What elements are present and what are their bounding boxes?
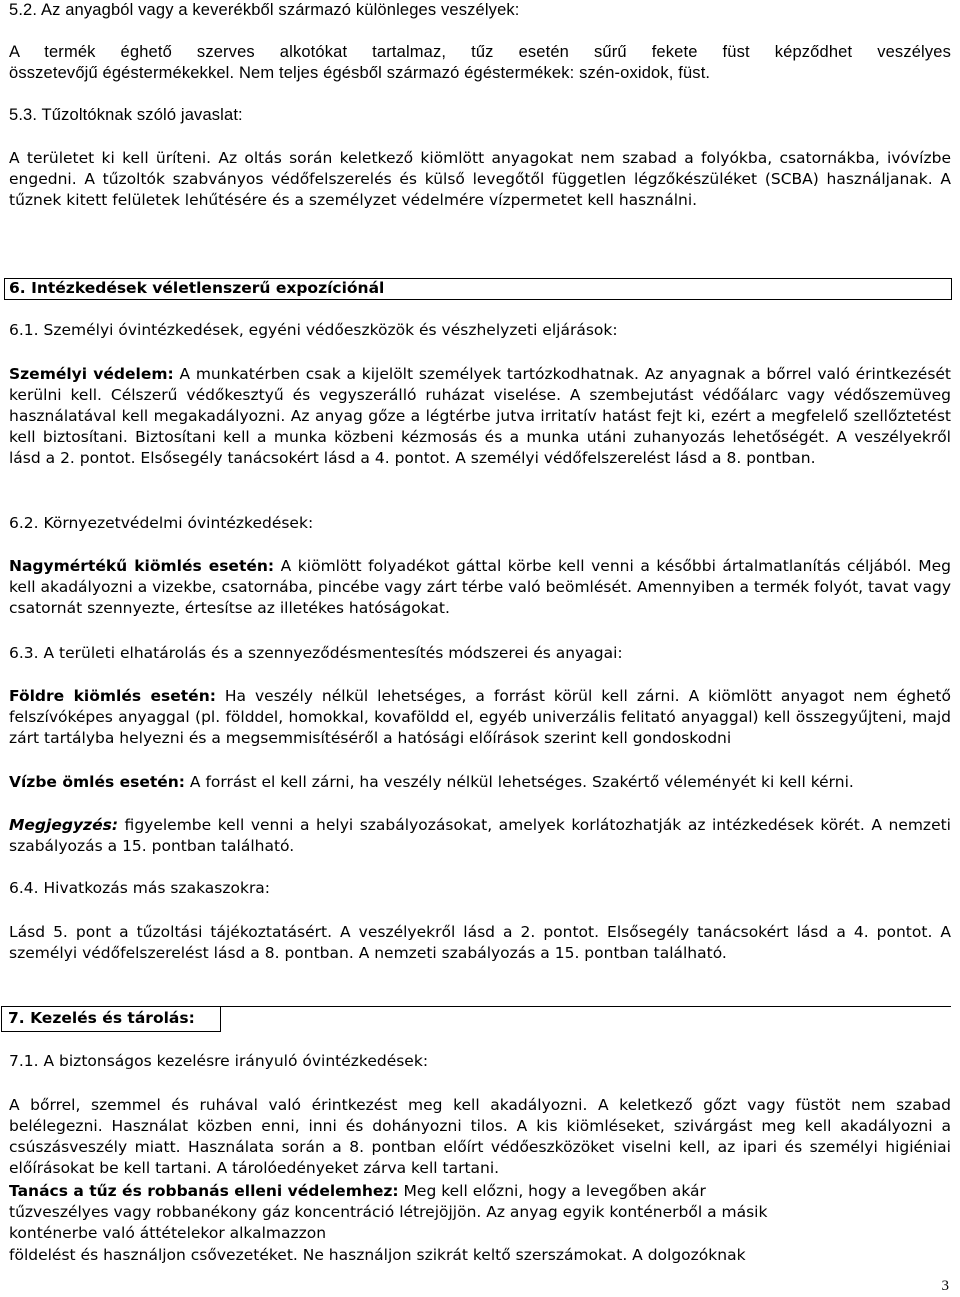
section-7-1-label: Tanács a tűz és robbanás elleni védelemhez: <box>9 1182 399 1200</box>
section-7-1-advice-text-1: Meg kell előzni, hogy a levegőben akár <box>398 1182 706 1200</box>
section-6-2-heading: 6.2. Környezetvédelmi óvintézkedések: <box>9 514 314 532</box>
section-6-3-label-2: Vízbe ömlés esetén: <box>9 773 185 791</box>
section-6-2-paragraph <box>9 556 951 619</box>
section-6-3-text-3: figyelembe kell venni a helyi szabályozásokat, amelyek korlátozhatják az intézkedések körét. A nemzeti szabályozás a 15. pontban található. <box>9 816 951 855</box>
section-7-heading-box <box>1 1006 221 1032</box>
section-6-3-paragraph-1 <box>9 686 951 749</box>
section-6-3-paragraph-3 <box>9 815 951 857</box>
section-7-1-heading: 7.1. A biztonságos kezelésre irányuló óvintézkedések: <box>9 1052 429 1070</box>
section-6-1-text: A munkatérben csak a kijelölt személyek tartózkodhatnak. Az anyagnak a bőrrel való érintkezését kerülni kell. Célszerű védőkesztyű és vegyszerálló ruházat viselése. A szembejutást védőálarc vagy védőszemüveg használatával kell megakadályozni. Az anyag gőze a légtérbe jutva irritatív hatást fejt ki, ezért a megfelelő szellőztetést kell biztosítani. Biztosítani kell a munka közbeni kézmosás és a munka utáni zuhanyozás lehetőségét. A veszélyekről lásd a 2. pontot. Elsősegély tanácsokért lásd a 4. pontot. A személyi védőfelszerelést lásd a 8. pontban. <box>9 365 952 467</box>
section-6-1-heading: 6.1. Személyi óvintézkedések, egyéni védőeszközök és vészhelyzeti eljárások: <box>9 321 618 339</box>
section-7-heading: 7. Kezelés és tárolás: <box>8 1009 195 1027</box>
section-6-heading-box <box>4 278 952 300</box>
section-6-3-text-1: Ha veszély nélkül lehetséges, a forrást körül kell zárni. A kiömlött anyagot nem éghető felszívóképes anyaggal (pl. földdel, homokkal, kovaföldd el, egyéb univerzális felitató anyaggal) kell összegyűjteni, majd zárt tartályba helyezni és a megsemmisítéséről a hatósági előírások szerint kell gondoskodni <box>9 687 951 747</box>
section-6-3-label-1: Földre kiömlés esetén: <box>9 687 216 705</box>
section-6-3-paragraph-2 <box>9 772 951 793</box>
section-6-1-label: Személyi védelem: <box>9 365 174 383</box>
section-7-1-text: A bőrrel, szemmel és ruhával való érintkezést meg kell akadályozni. A keletkező gőzt vagy füstöt nem szabad belélegezni. Használat közben enni, inni és dohányozni tilos. A kis kiömléseket, szivárgást meg kell akadályozni a csúszásveszély miatt. Használata során a 8. pontban előírt védőeszközöket viselni kell, az ipari és személyi higiéniai előírásokat be kell tartani. A tárolóedényeket zárva kell tartani. <box>9 1096 951 1177</box>
section-6-2-label: Nagymértékű kiömlés esetén: <box>9 557 275 575</box>
section-5-2-text-line2: összetevőjű égéstermékekkel. Nem teljes égésből származó égéstermékek: szén-oxidok, füst. <box>9 64 711 82</box>
section-6-1-paragraph <box>9 364 951 469</box>
section-6-heading: 6. Intézkedések véletlenszerű expozíciónál <box>9 279 385 297</box>
section-6-3-text-2: A forrást el kell zárni, ha veszély nélkül lehetséges. Szakértő véleményét ki kell kérni. <box>185 773 854 791</box>
section-6-2-text: A kiömlött folyadékot gáttal körbe kell venni a későbbi ártalmatlanítás céljából. Meg kell akadályozni a vizekbe, csatornába, pincébe vagy zárt térbe való beömlését. Amennyiben a termék folyót, tavat vagy csatornát szennyezte, értesítse az illetékes hatóságokat. <box>9 557 951 617</box>
page-number: 3 <box>941 1278 949 1294</box>
section-5-3-text: A területet ki kell üríteni. Az oltás során keletkező kiömlött anyagokat nem szabad a folyókba, csatornákba, ivóvízbe engedni. A tűzoltók szabványos védőfelszerelés és külső levegőtől független légzőkészüléket (SCBA) használjanak. A tűznek kitett felületek lehűtésére és a személyzet védelmére vízpermetet kell használni. <box>9 149 951 209</box>
section-6-3-label-3: Megjegyzés: <box>9 816 119 834</box>
section-5-2-heading: 5.2. Az anyagból vagy a keverékből származó különleges veszélyek: <box>9 1 520 19</box>
section-5-3-heading: 5.3. Tűzoltóknak szóló javaslat: <box>9 106 243 124</box>
section-7-1-advice-line4: földelést és használjon csővezetéket. Ne használjon szikrát keltő szerszámokat. A dolgozóknak <box>9 1246 746 1264</box>
section-5-2-text-line1: A termék éghető szerves alkotókat tartalmaz, tűz esetén sűrű fekete füst képződhet veszélyes <box>9 43 951 61</box>
section-6-4-heading: 6.4. Hivatkozás más szakaszokra: <box>9 879 271 897</box>
section-7-1-advice-line3: konténerbe való áttételekor alkalmazzon <box>9 1224 327 1242</box>
section-6-4-text: Lásd 5. pont a tűzoltási tájékoztatásért. A veszélyekről lásd a 2. pontot. Elsősegély tanácsokért lásd a 4. pontot. A személyi védőfelszerelést lásd a 8. pontban. A nemzeti szabályozás a 15. pontban található. <box>9 923 951 962</box>
section-7-1-advice-line1 <box>9 1181 951 1202</box>
section-6-3-heading: 6.3. A területi elhatárolás és a szennyeződésmentesítés módszerei és anyagai: <box>9 644 623 662</box>
section-7-1-advice-line2: tűzveszélyes vagy robbanékony gáz koncentráció létrejöjjön. Az anyag egyik konténerből a másik <box>9 1203 768 1221</box>
